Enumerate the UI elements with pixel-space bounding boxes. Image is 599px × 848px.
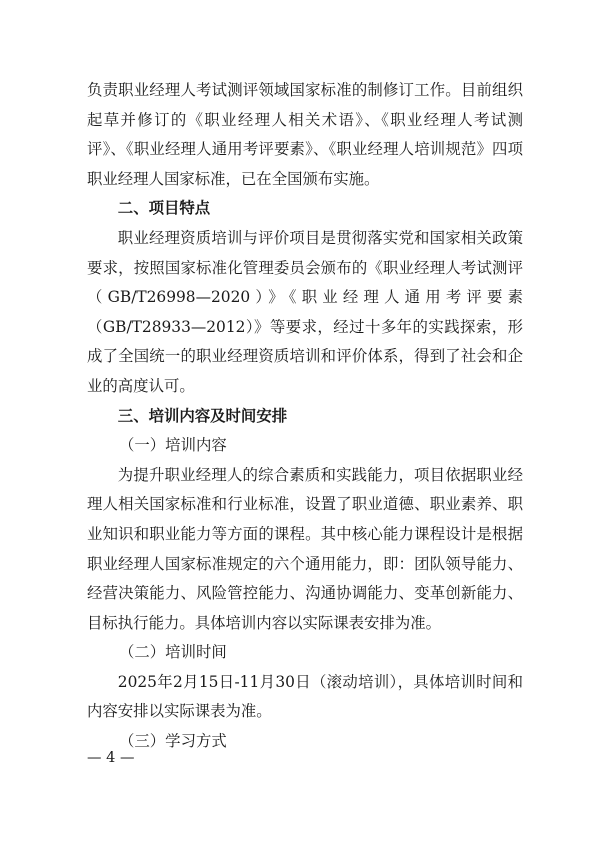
- heading-training-content-schedule: 三、培训内容及时间安排: [117, 406, 288, 425]
- subheading-training-content: （一）培训内容: [119, 436, 227, 455]
- paragraph-training-content: 为提升职业经理人的综合素质和实践能力，项目依据职业经理人相关国家标准和行业标准，设置了职业道德、职业素养、职业知识和职业能力等方面的课程。其中核心能力课程设计是根据职业经理人国家标准规定的六个通用能力，即：团队领导能力、经营决策能力、风险管控能力、沟通协调能力、变革创新能力、目标执行能力。具体培训内容以实际课表安排为准。: [87, 465, 523, 632]
- heading-project-features: 二、项目特点: [117, 199, 211, 218]
- document-body: [87, 76, 523, 757]
- paragraph-training-time: 2025年2月15日-11月30日（滚动培训），具体培训时间和内容安排以实际课表为准。: [87, 672, 523, 721]
- subheading-learning-method: （三）学习方式: [119, 732, 227, 751]
- page-number: — 4 —: [87, 750, 135, 766]
- paragraph-project-features: 职业经理资质培训与评价项目是贯彻落实党和国家相关政策要求，按照国家标准化管理委员会颁布的《职业经理人考试测评（GB/T26998—2020）》《职业经理人通用考评要素（GB/T28933—2012）》等要求，经过十多年的实践探索，形成了全国统一的职业经理资质培训和评价体系，得到了社会和企业的高度认可。: [87, 228, 523, 395]
- paragraph-intro-continued: 负责职业经理人考试测评领域国家标准的制修订工作。目前组织起草并修订的《职业经理人相关术语》、《职业经理人考试测评》、《职业经理人通用考评要素》、《职业经理人培训规范》四项职业经理人国家标准，已在全国颁布实施。: [87, 81, 523, 188]
- subheading-training-time: （二）培训时间: [119, 643, 227, 662]
